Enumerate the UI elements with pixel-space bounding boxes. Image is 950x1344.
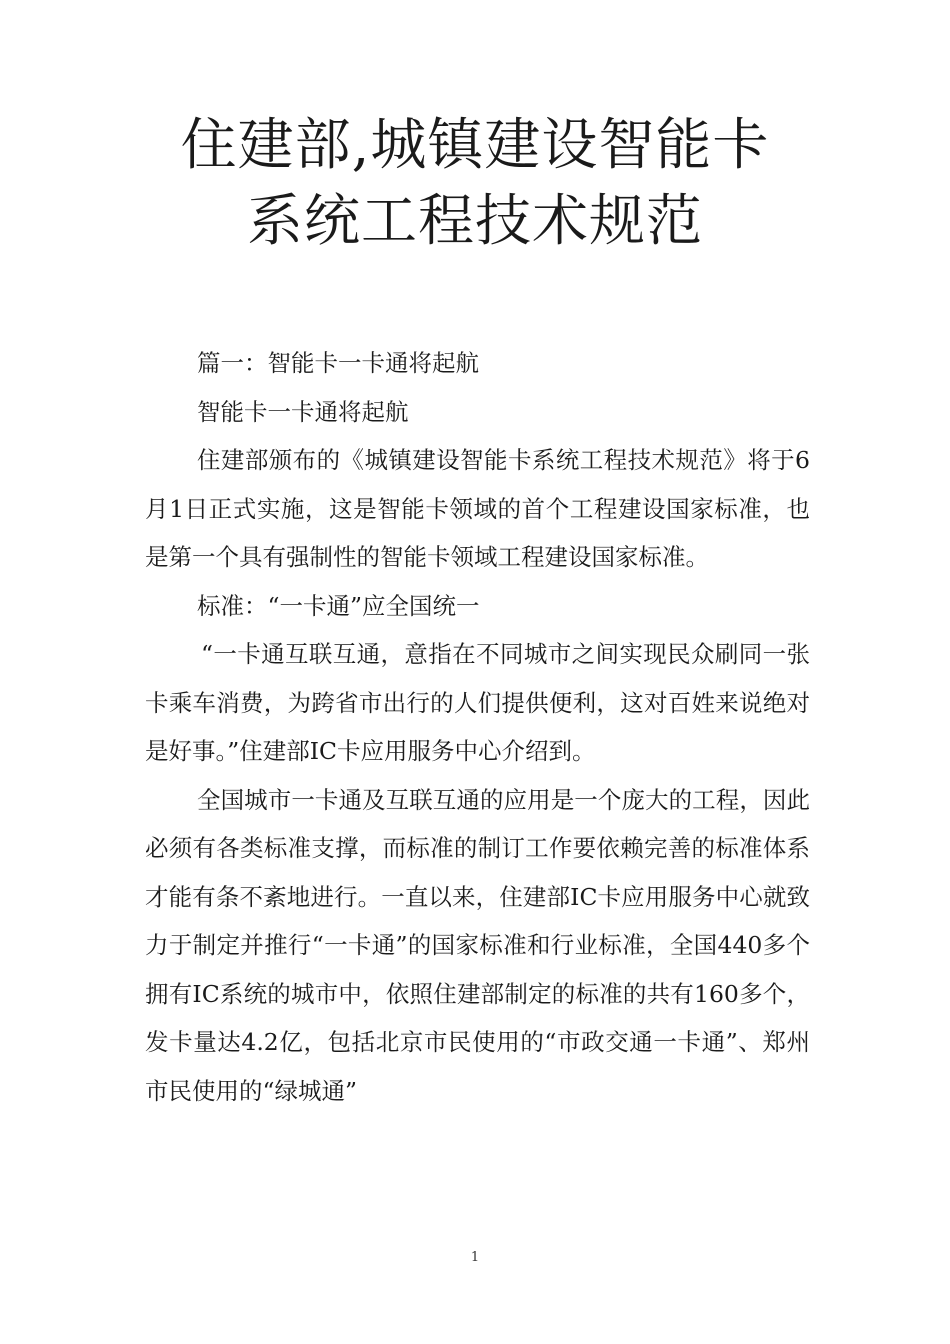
body-paragraph: 住建部颁布的《城镇建设智能卡系统工程技术规范》将于6月1日正式实施，这是智能卡领域的首个工程建设国家标准，也是第一个具有强制性的智能卡领域工程建设国家标准。 <box>145 446 810 571</box>
title-line-2: 系统工程技术规范 <box>247 189 703 254</box>
document-body <box>145 339 810 1115</box>
section-heading: 篇一：智能卡一卡通将起航 <box>197 349 479 377</box>
subheading: 标准：“一卡通”应全国统一 <box>197 591 480 620</box>
quote-paragraph: “一卡通互联互通，意指在不同城市之间实现民众刷同一张卡乘车消费，为跨省市出行的人们提供便利，这对百姓来说绝对是好事。”住建部IC卡应用服务中心介绍到。 <box>145 640 810 765</box>
page-number: 1 <box>470 1250 480 1265</box>
document-title <box>100 108 850 260</box>
title-line-1: 住建部,城镇建设智能卡 <box>180 113 770 178</box>
article-title: 智能卡一卡通将起航 <box>197 397 409 426</box>
body-paragraph: 全国城市一卡通及互联互通的应用是一个庞大的工程，因此必须有各类标准支撑，而标准的制订工作要依赖完善的标准体系才能有条不紊地进行。一直以来，住建部IC卡应用服务中心就致力于制定并推行“一卡通”的国家标准和行业标准，全国440多个拥有IC系统的城市中，依照住建部制定的标准的共有160多个，发卡量达4.2亿，包括北京市民使用的“市政交通一卡通”、郑州市民使用的“绿城通” <box>145 785 810 1105</box>
